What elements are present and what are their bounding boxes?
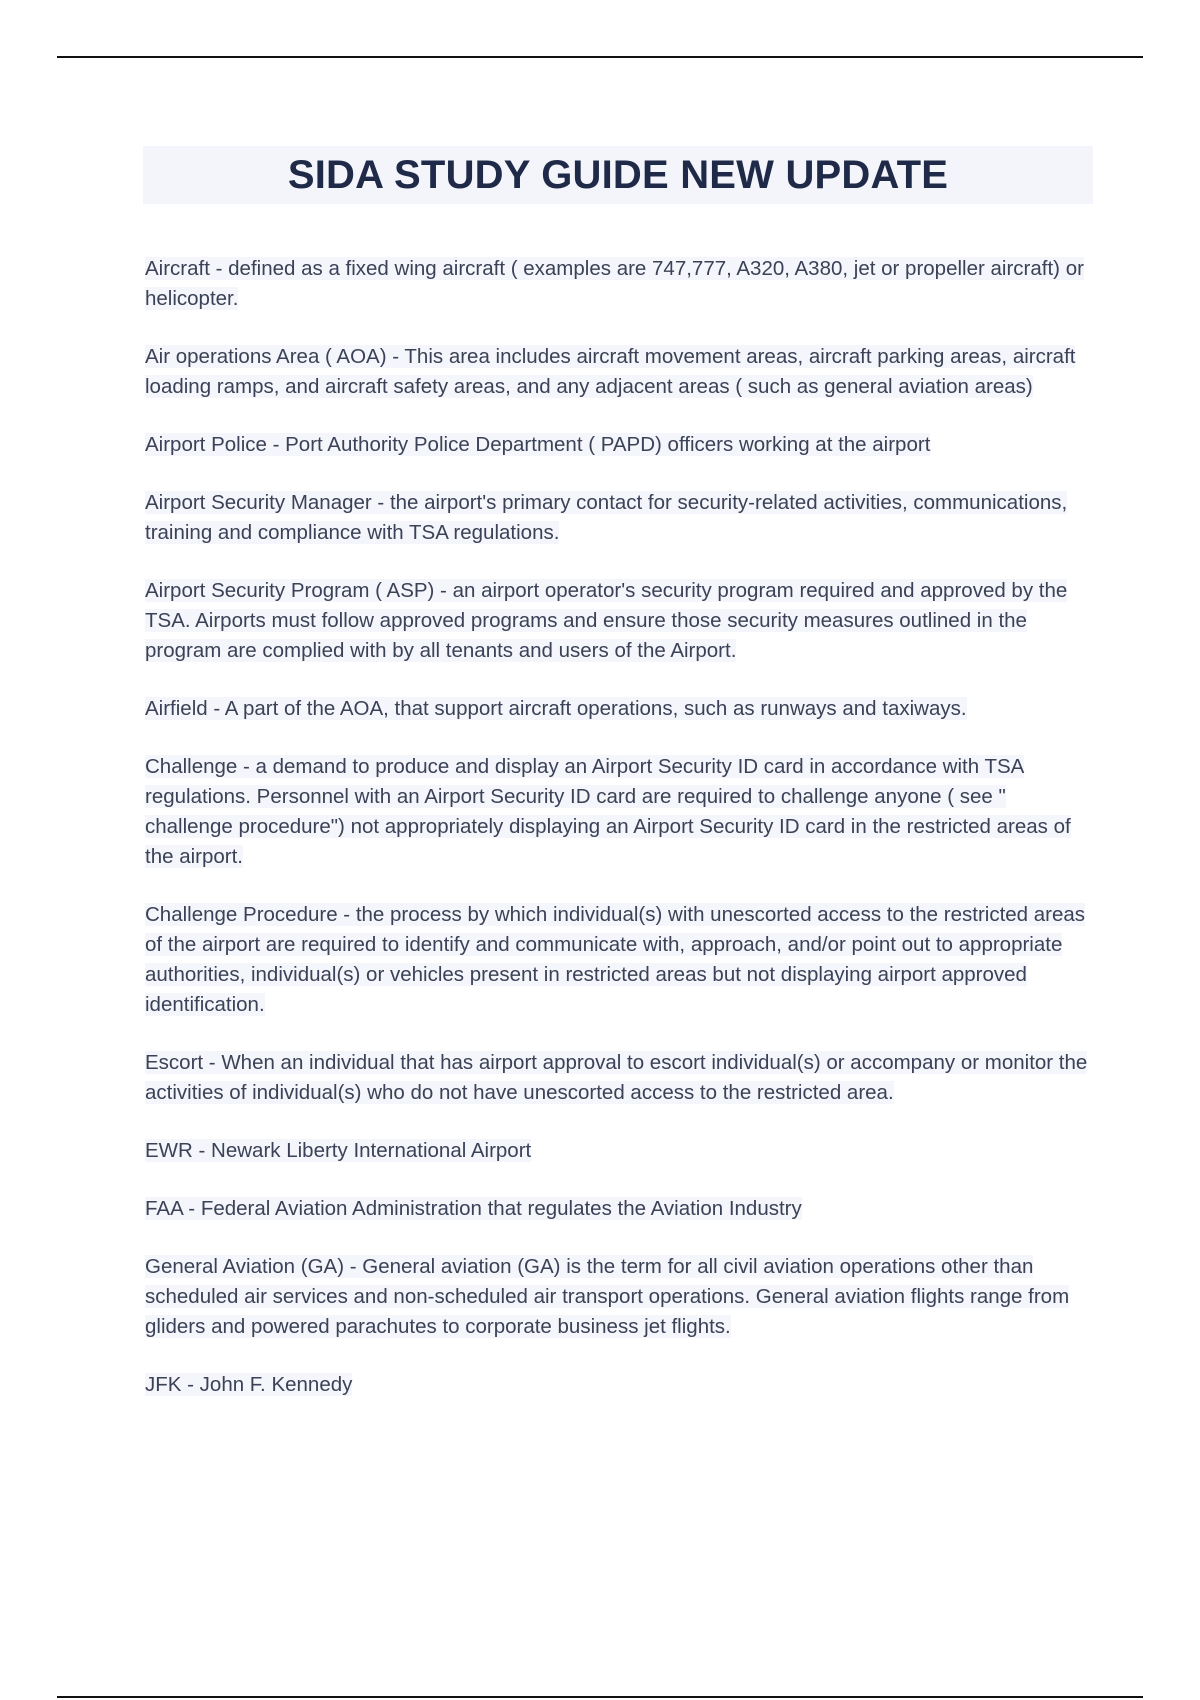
glossary-entry-airport-police — [145, 430, 1090, 460]
glossary-entry-text: Challenge Procedure - the process by which individual(s) with unescorted access to the restricted areas of the airport are required to identify and communicate with, approach, and/or point out to appropriate authorities, individual(s) or vehicles present in restricted areas but not displaying airport approved identification. — [145, 903, 1086, 1016]
glossary-entry-text: Airport Police - Port Authority Police Department ( PAPD) officers working at the airport — [145, 433, 931, 456]
bottom-rule — [57, 1696, 1143, 1698]
glossary-entry-text: Air operations Area ( AOA) - This area includes aircraft movement areas, aircraft parking areas, aircraft loading ramps, and aircraft safety areas, and any adjacent areas ( such as general aviation areas) — [145, 345, 1076, 398]
glossary-entry-text: EWR - Newark Liberty International Airport — [145, 1139, 532, 1162]
glossary-entry-text: Escort - When an individual that has airport approval to escort individual(s) or accompany or monitor the activities of individual(s) who do not have unescorted access to the restricted area. — [145, 1051, 1088, 1104]
glossary-entry-airport-security-program — [145, 576, 1090, 666]
glossary-entry-ewr — [145, 1136, 1090, 1166]
glossary-entry-challenge-procedure — [145, 900, 1090, 1020]
glossary-entry-text: Challenge - a demand to produce and display an Airport Security ID card in accordance with TSA regulations. Personnel with an Airport Security ID card are required to challenge anyone ( see " challenge procedure") not appropriately displaying an Airport Security ID card in the restricted areas of the airport. — [145, 755, 1071, 868]
glossary-entry-general-aviation — [145, 1252, 1090, 1342]
glossary-entry-jfk — [145, 1370, 1090, 1400]
page-title: SIDA STUDY GUIDE NEW UPDATE — [287, 152, 949, 197]
glossary-entry-text: Airport Security Manager - the airport's primary contact for security-related activities, communications, training and compliance with TSA regulations. — [145, 491, 1068, 544]
glossary-list — [145, 254, 1090, 1428]
top-rule — [57, 56, 1143, 58]
glossary-entry-text: FAA - Federal Aviation Administration that regulates the Aviation Industry — [145, 1197, 802, 1220]
glossary-entry-airfield — [145, 694, 1090, 724]
glossary-entry-airport-security-manager — [145, 488, 1090, 548]
glossary-entry-aircraft — [145, 254, 1090, 314]
glossary-entry-text: Airport Security Program ( ASP) - an airport operator's security program required and approved by the TSA. Airports must follow approved programs and ensure those security measures outlined in the program are complied with by all tenants and users of the Airport. — [145, 579, 1068, 662]
glossary-entry-text: JFK - John F. Kennedy — [145, 1373, 353, 1396]
glossary-entry-text: General Aviation (GA) - General aviation (GA) is the term for all civil aviation operations other than scheduled air services and non-scheduled air transport operations. General aviation flights range from gliders and powered parachutes to corporate business jet flights. — [145, 1255, 1070, 1338]
glossary-entry-air-operations-area — [145, 342, 1090, 402]
glossary-entry-faa — [145, 1194, 1090, 1224]
title-band — [143, 146, 1093, 204]
glossary-entry-escort — [145, 1048, 1090, 1108]
glossary-entry-text: Airfield - A part of the AOA, that support aircraft operations, such as runways and taxiways. — [145, 697, 967, 720]
glossary-entry-challenge — [145, 752, 1090, 872]
glossary-entry-text: Aircraft - defined as a fixed wing aircraft ( examples are 747,777, A320, A380, jet or propeller aircraft) or helicopter. — [145, 257, 1084, 310]
